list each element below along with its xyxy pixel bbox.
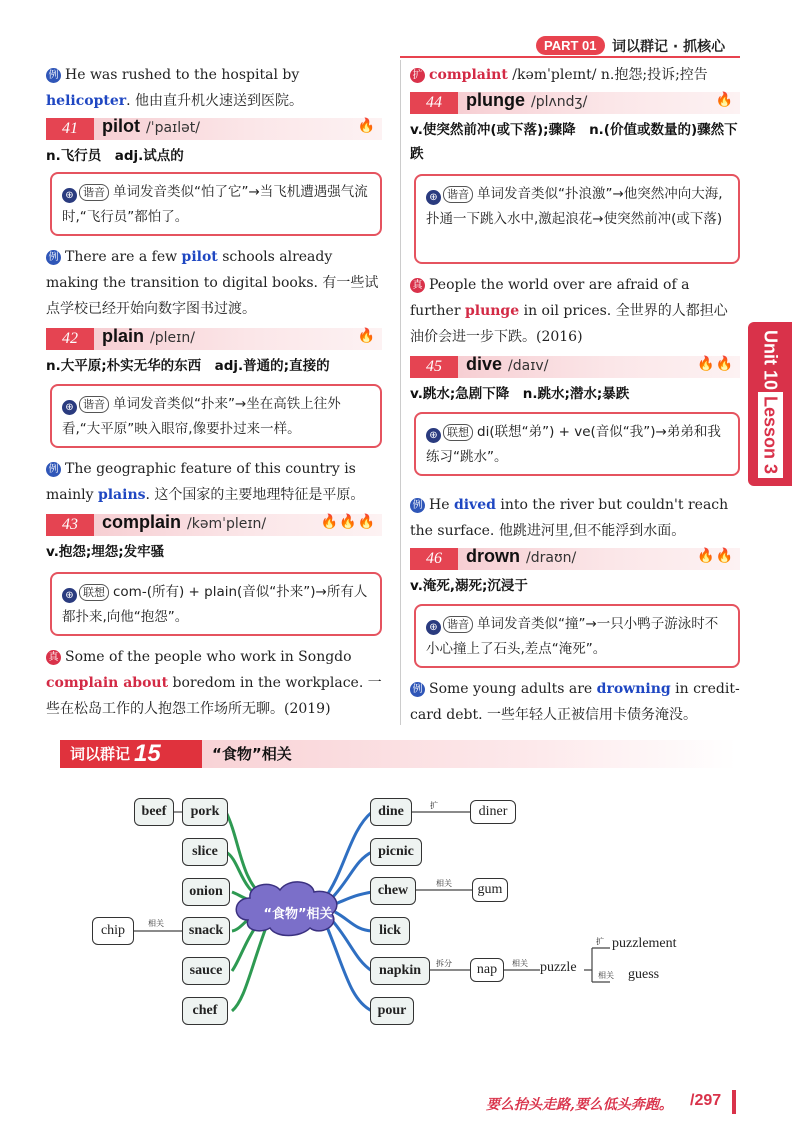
frequency-flame-icon: 🔥 <box>715 92 734 108</box>
node-pork: pork <box>182 798 228 826</box>
node-chew: chew <box>370 877 416 905</box>
headword: plain /pleɪn/ <box>102 326 195 346</box>
word-number: 43 <box>46 514 94 536</box>
extension-complaint <box>410 62 740 88</box>
note-logo-icon: ⊕ <box>62 400 77 415</box>
note-text: 单词发音类似“扑来”→坐在高铁上往外看,“大平原”映入眼帘,像要扑过来一样。 <box>62 396 341 437</box>
section-prefix: 词以群记 <box>70 745 131 763</box>
frequency-flame-icon: 🔥 <box>357 328 376 344</box>
phonetic: /pleɪn/ <box>150 330 195 346</box>
example-icon: 例 <box>410 498 425 513</box>
real-exam-icon: 真 <box>410 278 425 293</box>
phonetic: /ˈpaɪlət/ <box>146 120 200 136</box>
example-icon: 例 <box>46 250 61 265</box>
example-plain <box>46 456 382 508</box>
headword: pilot /ˈpaɪlət/ <box>102 116 200 136</box>
note-tag: 谐音 <box>443 616 473 633</box>
extension-keyword: complaint <box>429 67 508 83</box>
memory-note <box>414 412 740 476</box>
memory-note <box>414 604 740 668</box>
extension-icon: 扩 <box>410 68 425 83</box>
node-gum: gum <box>472 878 508 902</box>
frequency-flame-icon: 🔥 <box>357 118 376 134</box>
example-text: Some young adults are <box>429 681 597 697</box>
word-bar-plunge <box>410 92 740 114</box>
definition: n.大平原;朴实无华的东西 adj.普通的;直接的 <box>46 358 330 374</box>
headword: plunge /plʌndʒ/ <box>466 90 588 110</box>
mind-map-center: “食物”相关 <box>263 907 333 922</box>
example-plunge <box>410 272 740 350</box>
relation-label: 相关 <box>598 971 614 980</box>
example-pilot <box>46 244 382 322</box>
node-napkin: napkin <box>370 957 430 985</box>
headword: drown /draʊn/ <box>466 546 577 566</box>
note-tag: 谐音 <box>79 396 109 413</box>
node-slice: slice <box>182 838 228 866</box>
note-logo-icon: ⊕ <box>426 190 441 205</box>
note-tag: 谐音 <box>443 186 473 203</box>
example-translation: . 他由直升机火速送到医院。 <box>126 93 304 109</box>
node-diner: diner <box>470 800 516 824</box>
node-onion: onion <box>182 878 230 906</box>
example-complain <box>46 644 382 722</box>
word-number: 44 <box>410 92 458 114</box>
phonetic: /daɪv/ <box>508 358 549 374</box>
node-puzzlement: puzzlement <box>612 936 677 951</box>
section-title: “食物”相关 <box>212 745 292 763</box>
note-text: 单词发音类似“撞”→一只小鸭子游泳时不小心撞上了石头,差点“淹死”。 <box>426 616 719 657</box>
example-text: Some of the people who work in Songdo <box>65 649 352 665</box>
node-pour: pour <box>370 997 414 1025</box>
example-text: There are a few <box>65 249 182 265</box>
note-tag: 联想 <box>443 424 473 441</box>
example-translation: into the river but couldn't reach the surface. 他跳进河里,但不能浮到水面。 <box>410 497 729 539</box>
example-icon: 例 <box>46 68 61 83</box>
unit-side-tab[interactable] <box>748 322 792 486</box>
phonetic: /kəmˈpleɪn/ <box>187 516 267 532</box>
part-badge: PART 01 <box>536 36 605 55</box>
example-keyword: complain about <box>46 675 169 691</box>
node-snack: snack <box>182 917 230 945</box>
page-number-value: 297 <box>694 1092 722 1109</box>
phonetic: /plʌndʒ/ <box>531 94 588 110</box>
word-bar-dive <box>410 356 740 378</box>
example-text: He was rushed to the hospital by <box>65 67 300 83</box>
memory-note <box>50 572 382 636</box>
real-exam-icon: 真 <box>46 650 61 665</box>
example-keyword: dived <box>453 497 496 513</box>
header-divider <box>400 56 740 58</box>
example-translation: in credit-card debt. 一些年轻人正被信用卡债务淹没。 <box>410 681 740 723</box>
frequency-flame-icon: 🔥🔥🔥 <box>320 514 376 530</box>
unit-label: Unit 10 <box>760 329 781 390</box>
section-badge <box>60 740 202 768</box>
word-bar-plain <box>46 328 382 350</box>
memory-note <box>414 174 740 264</box>
extension-text: /kəmˈpleɪnt/ n.抱怨;投诉;控告 <box>507 67 708 83</box>
note-logo-icon: ⊕ <box>426 620 441 635</box>
word-number: 45 <box>410 356 458 378</box>
note-logo-icon: ⊕ <box>62 188 77 203</box>
relation-label: 相关 <box>436 879 452 888</box>
relation-label: 相关 <box>148 919 164 928</box>
definition: n.飞行员 adj.试点的 <box>46 148 184 164</box>
section-number: 15 <box>134 740 161 767</box>
example-translation: schools already making the transition to digital books. 有一些试点学校已经开始向数字图书过渡。 <box>46 249 379 317</box>
definition: v.淹死,溺死;沉浸于 <box>410 578 528 594</box>
example-keyword: drowning <box>596 681 671 697</box>
relation-label: 相关 <box>512 959 528 968</box>
example-translation: . 这个国家的主要地理特征是平原。 <box>145 487 365 503</box>
word-bar-pilot <box>46 118 382 140</box>
node-guess: guess <box>628 967 660 982</box>
note-tag: 谐音 <box>79 184 109 201</box>
lesson-label: Lesson 3 <box>758 392 783 478</box>
frequency-flame-icon: 🔥🔥 <box>697 356 734 372</box>
word-number: 41 <box>46 118 94 140</box>
note-logo-icon: ⊕ <box>426 428 441 443</box>
relation-label: 拆分 <box>436 959 452 968</box>
node-beef: beef <box>134 798 174 826</box>
definition: v.使突然前冲(或下落);骤降 n.(价值或数量的)骤然下跌 <box>410 122 738 162</box>
phonetic: /draʊn/ <box>526 550 577 566</box>
note-text: com-(所有) + plain(音似“扑来”)→所有人都扑来,向他“抱怨”。 <box>62 584 368 625</box>
node-chef: chef <box>182 997 228 1025</box>
example-dive <box>410 492 740 544</box>
memory-note <box>50 172 382 236</box>
footer-motto: 要么抬头走路,要么低头奔跑。 <box>486 1097 673 1113</box>
example-keyword: plains <box>97 487 146 503</box>
header-title: 词以群记 · 抓核心 <box>612 39 726 55</box>
column-divider <box>400 60 401 725</box>
example-drown <box>410 676 740 728</box>
relation-label: 扩 <box>596 937 604 946</box>
memory-note <box>50 384 382 448</box>
node-sauce: sauce <box>182 957 230 985</box>
node-nap: nap <box>470 958 504 982</box>
word-bar-complain <box>46 514 382 536</box>
page-number-bar <box>732 1090 736 1114</box>
node-puzzle: puzzle <box>540 960 577 975</box>
definition: v.抱怨;埋怨;发牢骚 <box>46 544 165 560</box>
mind-map <box>0 780 800 1060</box>
headword: complain /kəmˈpleɪn/ <box>102 512 267 532</box>
node-dine: dine <box>370 798 412 826</box>
node-chip: chip <box>92 917 134 945</box>
example-icon: 例 <box>46 462 61 477</box>
example-icon: 例 <box>410 682 425 697</box>
example-keyword: plunge <box>464 303 520 319</box>
note-text: 单词发音类似“扑浪激”→他突然冲向大海,扑通一下跳入水中,激起浪花→使突然前冲(或下落) <box>426 186 723 227</box>
example-translation: boredom in the workplace. 一些在松岛工作的人抱怨工作场所无聊。(2019) <box>46 675 382 717</box>
definition: v.跳水;急剧下降 n.跳水;潜水;暴跌 <box>410 386 630 402</box>
word-number: 46 <box>410 548 458 570</box>
example-text: People the world over are afraid of a further <box>410 277 690 319</box>
example-text: He <box>429 497 454 513</box>
note-text: di(联想“弟”) + ve(音似“我”)→弟弟和我练习“跳水”。 <box>426 424 721 465</box>
note-tag: 联想 <box>79 584 109 601</box>
word-number: 42 <box>46 328 94 350</box>
note-logo-icon: ⊕ <box>62 588 77 603</box>
example-keyword: helicopter <box>46 93 127 109</box>
frequency-flame-icon: 🔥🔥 <box>697 548 734 564</box>
note-text: 单词发音类似“怕了它”→当飞机遭遇强气流时,“飞行员”都怕了。 <box>62 184 368 225</box>
example-helicopter <box>46 62 382 114</box>
example-translation: in oil prices. 全世界的人都担心油价会进一步下跌。(2016) <box>410 303 728 345</box>
page-header <box>0 0 800 60</box>
page-number: /297 <box>690 1092 722 1109</box>
headword: dive /daɪv/ <box>466 354 549 374</box>
example-text: The geographic feature of this country is mainly <box>46 461 356 503</box>
example-keyword: pilot <box>181 249 218 265</box>
word-bar-drown <box>410 548 740 570</box>
node-lick: lick <box>370 917 410 945</box>
relation-label: 扩 <box>430 801 438 810</box>
node-picnic: picnic <box>370 838 422 866</box>
